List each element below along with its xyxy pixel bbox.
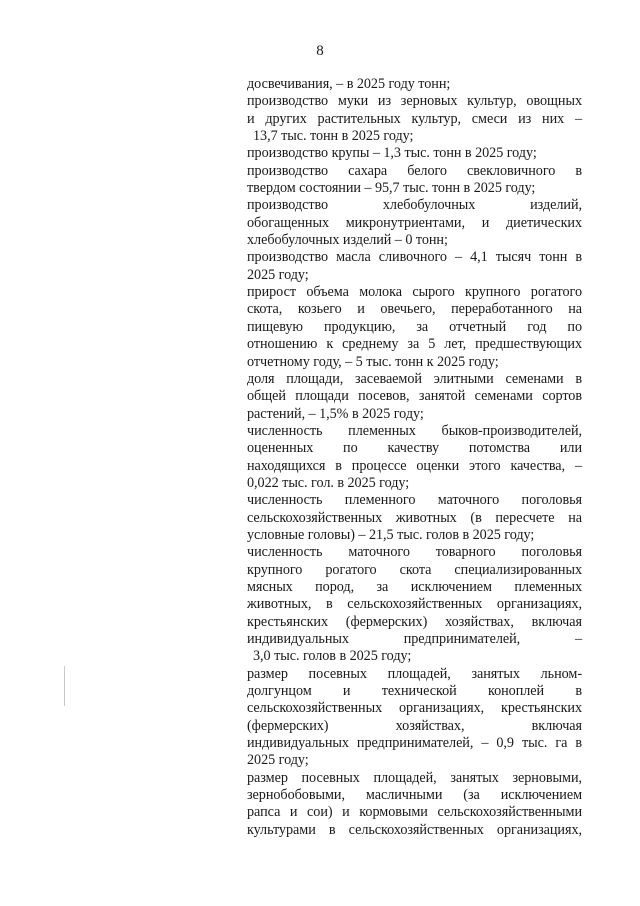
text-line: 3,0 тыс. голов в 2025 году;	[253, 648, 412, 665]
text-line: находящихся в процессе оценки этого качества, –	[247, 457, 582, 474]
text-line: производство сахара белого свекловичного в	[247, 162, 582, 179]
text-line: индивидуальных предпринимателей, – 0,9 тыс. га в	[247, 735, 582, 752]
text-line: производство крупы – 1,3 тыс. тонн в 2025 году;	[247, 145, 537, 162]
text-line: прирост объема молока сырого крупного рогатого	[247, 284, 582, 301]
body-text	[247, 76, 582, 839]
text-line: крупного рогатого скота специализированных	[247, 561, 582, 578]
text-line: пищевую продукцию, за отчетный год по	[247, 318, 582, 335]
text-line: (фермерских) хозяйствах, включая	[247, 717, 582, 734]
text-line: сельскохозяйственных организациях, крестьянских	[247, 700, 582, 717]
text-line: 0,022 тыс. гол. в 2025 году;	[247, 474, 410, 491]
text-line: сельскохозяйственных животных (в пересчете на	[247, 509, 582, 526]
page-number: 8	[316, 43, 324, 59]
text-line: численность племенных быков-производителей,	[247, 422, 582, 439]
text-line: доля площади, засеваемой элитными семенами в	[247, 370, 582, 387]
text-line: зернобобовыми, масличными (за исключением	[247, 787, 582, 804]
scan-margin-line	[64, 666, 65, 706]
text-line: 2025 году;	[247, 266, 309, 283]
text-line: хлебобулочных изделий – 0 тонн;	[247, 232, 448, 249]
text-line: численность маточного товарного поголовья	[247, 544, 582, 561]
text-line: условные головы) – 21,5 тыс. голов в 2025 году;	[247, 526, 535, 543]
text-line: животных, в сельскохозяйственных организациях,	[247, 596, 582, 613]
text-line: отчетному году, – 5 тыс. тонн к 2025 году;	[247, 353, 499, 370]
text-line: обогащенных микронутриентами, и диетических	[247, 214, 582, 231]
text-line: долгунцом и технической коноплей в	[247, 683, 582, 700]
text-line: мясных пород, за исключением племенных	[247, 578, 582, 595]
text-line: отношению к среднему за 5 лет, предшествующих	[247, 336, 582, 353]
text-line: производство муки из зерновых культур, овощных	[247, 93, 582, 110]
text-line: общей площади посевов, занятой семенами сортов	[247, 388, 582, 405]
text-line: твердом состоянии – 95,7 тыс. тонн в 2025 году;	[247, 180, 536, 197]
text-line: растений, – 1,5% в 2025 году;	[247, 405, 424, 422]
text-line: оцененных по качеству потомства или	[247, 440, 582, 457]
text-line: численность племенного маточного поголовья	[247, 492, 582, 509]
text-line: индивидуальных предпринимателей, –	[247, 631, 582, 647]
text-line: культурами в сельскохозяйственных организациях,	[247, 821, 582, 838]
text-line: размер посевных площадей, занятых льном-	[247, 665, 582, 682]
text-line: 13,7 тыс. тонн в 2025 году;	[253, 128, 414, 145]
text-line: скота, козьего и овечьего, переработанного на	[247, 301, 582, 318]
text-line: досвечивания, – в 2025 году тонн;	[247, 76, 451, 92]
text-line: 2025 году;	[247, 752, 309, 769]
text-line: производство хлебобулочных изделий,	[247, 197, 582, 214]
text-line: рапса и сои) и кормовыми сельскохозяйственными	[247, 804, 582, 821]
text-line: крестьянских (фермерских) хозяйствах, включая	[247, 613, 582, 630]
text-line: и других растительных культур, смеси из них –	[247, 110, 582, 127]
text-line: размер посевных площадей, занятых зерновыми,	[247, 769, 582, 786]
text-line: производство масла сливочного – 4,1 тысяч тонн в	[247, 249, 582, 266]
